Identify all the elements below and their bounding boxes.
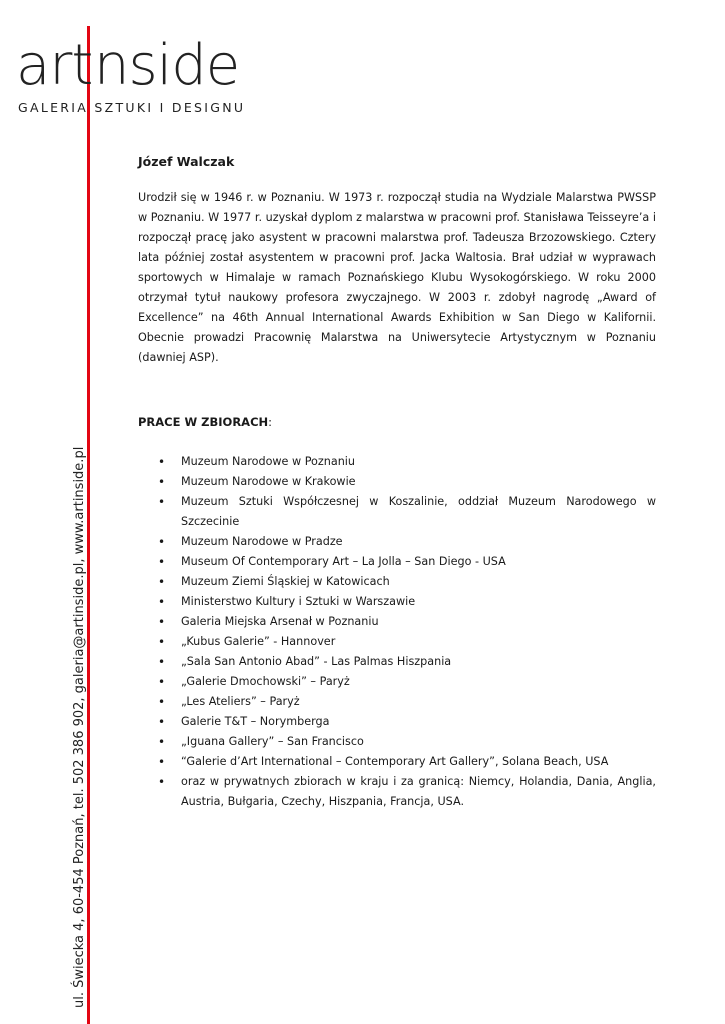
document-body — [138, 152, 656, 812]
list-item: • “Galerie d’Art International – Contemporary Art Gallery”, Solana Beach, USA — [138, 752, 656, 772]
logo-text-art: art — [16, 33, 93, 98]
list-item: • „Sala San Antonio Abad” - Las Palmas Hiszpania — [138, 652, 656, 672]
list-item: • Muzeum Sztuki Współczesnej w Koszalinie, oddział Muzeum Narodowego w Szczecinie — [138, 492, 656, 532]
list-item: • „Iguana Gallery” – San Francisco — [138, 732, 656, 752]
list-item: • Ministerstwo Kultury i Sztuki w Warszawie — [138, 592, 656, 612]
accent-vertical-line — [87, 26, 90, 1024]
collections-heading — [138, 412, 656, 432]
list-item: • Galerie T&T – Norymberga — [138, 712, 656, 732]
contact-address-vertical: ul. Świecka 4, 60-454 Poznań, tel. 502 386 902, galeria@artinside.pl, www.artinside.pl — [72, 446, 87, 1008]
list-item: • Muzeum Narodowe w Poznaniu — [138, 452, 656, 472]
list-item: • „Les Ateliers” – Paryż — [138, 692, 656, 712]
logo-tagline: GALERIA SZTUKI I DESIGNU — [18, 100, 246, 115]
list-item: • „Kubus Galerie” - Hannover — [138, 632, 656, 652]
collections-heading-text: PRACE W ZBIORACH — [138, 415, 269, 429]
logo-text-nside: nside — [94, 33, 240, 98]
list-item: • Muzeum Narodowe w Pradze — [138, 532, 656, 552]
collections-heading-colon: : — [268, 415, 273, 429]
list-item: • „Galerie Dmochowski” – Paryż — [138, 672, 656, 692]
list-item: • Muzeum Ziemi Śląskiej w Katowicach — [138, 572, 656, 592]
artist-name: Józef Walczak — [138, 154, 235, 169]
list-item: • Galeria Miejska Arsenał w Poznaniu — [138, 612, 656, 632]
list-item: • Muzeum Narodowe w Krakowie — [138, 472, 656, 492]
artist-bio: Urodził się w 1946 r. w Poznaniu. W 1973 r. rozpoczął studia na Wydziale Malarstwa PWSSP w Poznaniu. W 1977 r. uzyskał dyplom z malarstwa w pracowni prof. Stanisława Teisseyre’a i rozpoczął pracę jako asystent w pracowni malarstwa prof. Tadeusza Brzozowskiego. Cztery lata później został asystentem w pracowni prof. Jacka Waltosia. Brał udział w wyprawach sportowych w Himalaje w ramach Poznańskiego Klubu Wysokogórskiego. W roku 2000 otrzymał tytuł naukowy profesora zwyczajnego. W 2003 r. zdobył nagrodę „Award of Excellence” na 46th Annual International Awards Exhibition w San Diego w Kalifornii. Obecnie prowadzi Pracownię Malarstwa na Uniwersytecie Artystycznym w Poznaniu (dawniej ASP). — [138, 191, 656, 364]
list-item: • Museum Of Contemporary Art – La Jolla – San Diego - USA — [138, 552, 656, 572]
list-item: • oraz w prywatnych zbiorach w kraju i za granicą: Niemcy, Holandia, Dania, Anglia, Austria, Bułgaria, Czechy, Hiszpania, Francja, USA. — [138, 772, 656, 812]
collections-list — [138, 452, 656, 812]
